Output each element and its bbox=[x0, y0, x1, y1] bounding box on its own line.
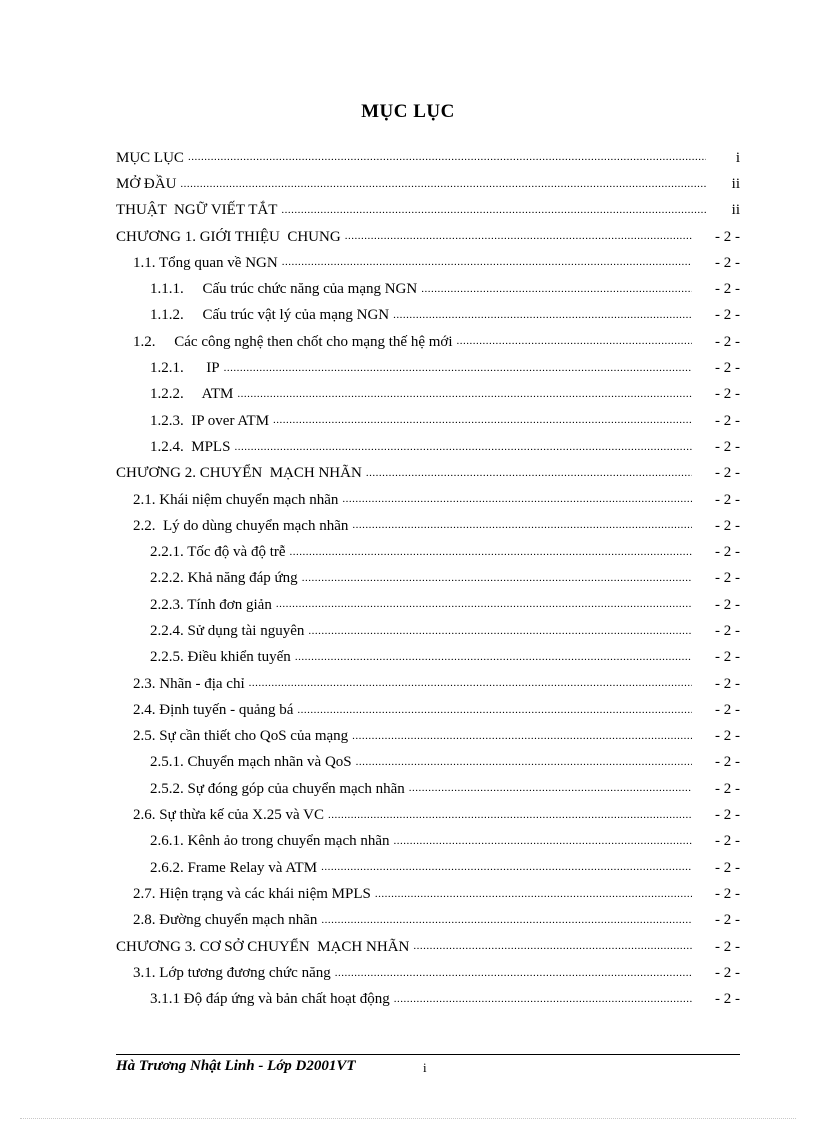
toc-dot-leader bbox=[352, 727, 692, 744]
toc-dot-leader bbox=[352, 516, 692, 533]
toc-dot-leader bbox=[321, 858, 692, 875]
toc-entry-page: - 2 - bbox=[715, 438, 740, 455]
toc-entry[interactable] bbox=[116, 671, 740, 697]
toc-entry-page: - 2 - bbox=[715, 386, 740, 403]
toc-entry[interactable] bbox=[116, 987, 740, 1013]
toc-entry-page: - 2 - bbox=[715, 859, 740, 876]
toc-dot-leader bbox=[321, 911, 692, 928]
toc-entry-page: - 2 - bbox=[715, 570, 740, 587]
toc-entry[interactable] bbox=[116, 145, 740, 171]
toc-entry-label: 1.2. Các công nghệ then chốt cho mạng thế hệ mới bbox=[133, 333, 453, 350]
toc-dot-leader bbox=[249, 674, 692, 691]
toc-entry[interactable] bbox=[116, 461, 740, 487]
toc-dot-leader bbox=[297, 701, 692, 718]
footer-author: Hà Trương Nhật Linh - Lớp D2001VT bbox=[116, 1058, 356, 1074]
toc-entry[interactable] bbox=[116, 566, 740, 592]
toc-dot-leader bbox=[394, 990, 692, 1007]
toc-entry[interactable] bbox=[116, 881, 740, 907]
toc-entry-page: ii bbox=[731, 202, 740, 219]
toc-entry[interactable] bbox=[116, 513, 740, 539]
toc-entry-page: - 2 - bbox=[715, 728, 740, 745]
toc-entry-page: - 2 - bbox=[715, 281, 740, 298]
toc-entry-label: 3.1. Lớp tương đương chức năng bbox=[133, 964, 331, 981]
toc-entry[interactable] bbox=[116, 776, 740, 802]
toc-entry-label: 2.6.1. Kênh ảo trong chuyển mạch nhãn bbox=[150, 833, 390, 850]
toc-dot-leader bbox=[290, 543, 692, 560]
toc-entry[interactable] bbox=[116, 224, 740, 250]
toc-dot-leader bbox=[457, 332, 692, 349]
toc-entry[interactable] bbox=[116, 329, 740, 355]
page-bottom-border bbox=[20, 1118, 796, 1119]
toc-dot-leader bbox=[409, 779, 692, 796]
toc-entry-label: 1.2.2. ATM bbox=[150, 386, 234, 403]
toc-entry[interactable] bbox=[116, 171, 740, 197]
page-title: MỤC LỤC bbox=[361, 101, 455, 122]
toc-entry-label: 1.1.2. Cấu trúc vật lý của mạng NGN bbox=[150, 307, 390, 324]
toc-entry[interactable] bbox=[116, 592, 740, 618]
toc-dot-leader bbox=[375, 885, 692, 902]
toc-dot-leader bbox=[273, 411, 692, 428]
toc-entry-label: 2.1. Khái niệm chuyển mạch nhãn bbox=[133, 491, 339, 508]
toc-entry-label: CHƯƠNG 2. CHUYỂN MẠCH NHÃN bbox=[116, 465, 362, 482]
toc-entry-label: CHƯƠNG 1. GIỚI THIỆU CHUNG bbox=[116, 228, 341, 245]
toc-entry-page: - 2 - bbox=[715, 412, 740, 429]
toc-entry-label: 2.3. Nhãn - địa chỉ bbox=[133, 675, 245, 692]
toc-dot-leader bbox=[276, 595, 692, 612]
toc-entry-label: 3.1.1 Độ đáp ứng và bản chất hoạt động bbox=[150, 991, 390, 1008]
toc-dot-leader bbox=[345, 227, 692, 244]
toc-dot-leader bbox=[421, 280, 692, 297]
toc-entry-page: - 2 - bbox=[715, 333, 740, 350]
toc-entry-page: ii bbox=[731, 175, 740, 192]
toc-dot-leader bbox=[224, 359, 692, 376]
toc-entry-page: - 2 - bbox=[715, 622, 740, 639]
toc-dot-leader bbox=[180, 175, 706, 192]
toc-entry-page: - 2 - bbox=[715, 754, 740, 771]
toc-entry-page: - 2 - bbox=[715, 360, 740, 377]
toc-entry[interactable] bbox=[116, 355, 740, 381]
toc-entry[interactable] bbox=[116, 303, 740, 329]
toc-dot-leader bbox=[234, 438, 692, 455]
toc-entry-page: i bbox=[735, 149, 740, 166]
toc-entry-page: - 2 - bbox=[715, 833, 740, 850]
toc-entry-label: 2.2.4. Sử dụng tài nguyên bbox=[150, 622, 305, 639]
toc-entry-page: - 2 - bbox=[715, 307, 740, 324]
toc-entry-page: - 2 - bbox=[715, 254, 740, 271]
toc-dot-leader bbox=[342, 490, 692, 507]
footer-page-number: i bbox=[423, 1060, 427, 1075]
toc-dot-leader bbox=[393, 306, 692, 323]
toc-entry-label: 2.5.2. Sự đóng góp của chuyển mạch nhãn bbox=[150, 780, 405, 797]
toc-entry-label: MỞ ĐẦU bbox=[116, 175, 177, 192]
toc-entry-page: - 2 - bbox=[715, 964, 740, 981]
toc-entry-label: 1.2.3. IP over ATM bbox=[150, 412, 270, 429]
toc-entry[interactable] bbox=[116, 802, 740, 828]
toc-entry[interactable] bbox=[116, 618, 740, 644]
toc-entry-label: MỤC LỤC bbox=[116, 149, 184, 166]
toc-dot-leader bbox=[282, 253, 692, 270]
toc-entry[interactable] bbox=[116, 250, 740, 276]
toc-entry-page: - 2 - bbox=[715, 780, 740, 797]
toc-entry[interactable] bbox=[116, 855, 740, 881]
toc-entry-label: THUẬT NGỮ VIẾT TẮT bbox=[116, 202, 278, 219]
toc-entry-label: 2.8. Đường chuyển mạch nhãn bbox=[133, 912, 318, 929]
toc-entry-label: 2.5.1. Chuyển mạch nhãn và QoS bbox=[150, 754, 352, 771]
toc-entry-page: - 2 - bbox=[715, 991, 740, 1008]
toc-entry-page: - 2 - bbox=[715, 491, 740, 508]
toc-entry[interactable] bbox=[116, 382, 740, 408]
toc-entry-label: 2.2.1. Tốc độ và độ trễ bbox=[150, 544, 286, 561]
toc-entry-label: 2.7. Hiện trạng và các khái niệm MPLS bbox=[133, 885, 371, 902]
toc-entry-label: 2.2. Lý do dùng chuyển mạch nhãn bbox=[133, 517, 349, 534]
toc-entry-page: - 2 - bbox=[715, 544, 740, 561]
toc-entry[interactable] bbox=[116, 276, 740, 302]
toc-dot-leader bbox=[356, 753, 692, 770]
toc-entry[interactable] bbox=[116, 198, 740, 224]
toc-entry[interactable] bbox=[116, 829, 740, 855]
toc-entry[interactable] bbox=[116, 750, 740, 776]
toc-entry[interactable] bbox=[116, 408, 740, 434]
toc-dot-leader bbox=[335, 964, 692, 981]
table-of-contents bbox=[116, 145, 740, 1013]
toc-entry[interactable] bbox=[116, 724, 740, 750]
toc-entry[interactable] bbox=[116, 539, 740, 565]
toc-entry-page: - 2 - bbox=[715, 701, 740, 718]
toc-entry-page: - 2 - bbox=[715, 649, 740, 666]
toc-entry[interactable] bbox=[116, 434, 740, 460]
toc-dot-leader bbox=[237, 385, 692, 402]
toc-entry[interactable] bbox=[116, 645, 740, 671]
toc-dot-leader bbox=[328, 806, 692, 823]
toc-dot-leader bbox=[394, 832, 692, 849]
toc-entry-label: 2.6. Sự thừa kế của X.25 và VC bbox=[133, 807, 324, 824]
toc-entry-label: 1.1. Tổng quan về NGN bbox=[133, 254, 278, 271]
toc-entry-label: 1.1.1. Cấu trúc chức năng của mạng NGN bbox=[150, 281, 418, 298]
toc-entry[interactable] bbox=[116, 487, 740, 513]
toc-entry-page: - 2 - bbox=[715, 596, 740, 613]
toc-dot-leader bbox=[366, 464, 692, 481]
toc-entry[interactable] bbox=[116, 934, 740, 960]
toc-entry-page: - 2 - bbox=[715, 885, 740, 902]
toc-entry-page: - 2 - bbox=[715, 807, 740, 824]
toc-entry-label: 1.2.4. MPLS bbox=[150, 438, 231, 455]
toc-entry-page: - 2 - bbox=[715, 912, 740, 929]
toc-entry-page: - 2 - bbox=[715, 938, 740, 955]
toc-entry-page: - 2 - bbox=[715, 517, 740, 534]
toc-entry-label: 2.5. Sự cần thiết cho QoS của mạng bbox=[133, 728, 349, 745]
toc-entry-page: - 2 - bbox=[715, 228, 740, 245]
footer-divider bbox=[116, 1054, 740, 1055]
toc-dot-leader bbox=[295, 648, 692, 665]
toc-dot-leader bbox=[188, 148, 706, 165]
toc-entry-label: CHƯƠNG 3. CƠ SỞ CHUYỂN MẠCH NHÃN bbox=[116, 938, 410, 955]
toc-entry-page: - 2 - bbox=[715, 675, 740, 692]
toc-entry[interactable] bbox=[116, 960, 740, 986]
toc-dot-leader bbox=[281, 201, 706, 218]
toc-entry-label: 2.2.2. Khả năng đáp ứng bbox=[150, 570, 298, 587]
toc-entry-page: - 2 - bbox=[715, 465, 740, 482]
toc-entry-label: 2.2.5. Điều khiển tuyến bbox=[150, 649, 291, 666]
toc-entry[interactable] bbox=[116, 697, 740, 723]
toc-entry-label: 2.2.3. Tính đơn giản bbox=[150, 596, 272, 613]
toc-entry-label: 1.2.1. IP bbox=[150, 360, 220, 377]
toc-dot-leader bbox=[302, 569, 692, 586]
toc-entry-label: 2.6.2. Frame Relay và ATM bbox=[150, 859, 318, 876]
toc-entry[interactable] bbox=[116, 908, 740, 934]
toc-dot-leader bbox=[413, 937, 692, 954]
toc-entry-label: 2.4. Định tuyến - quảng bá bbox=[133, 701, 294, 718]
toc-dot-leader bbox=[308, 622, 692, 639]
